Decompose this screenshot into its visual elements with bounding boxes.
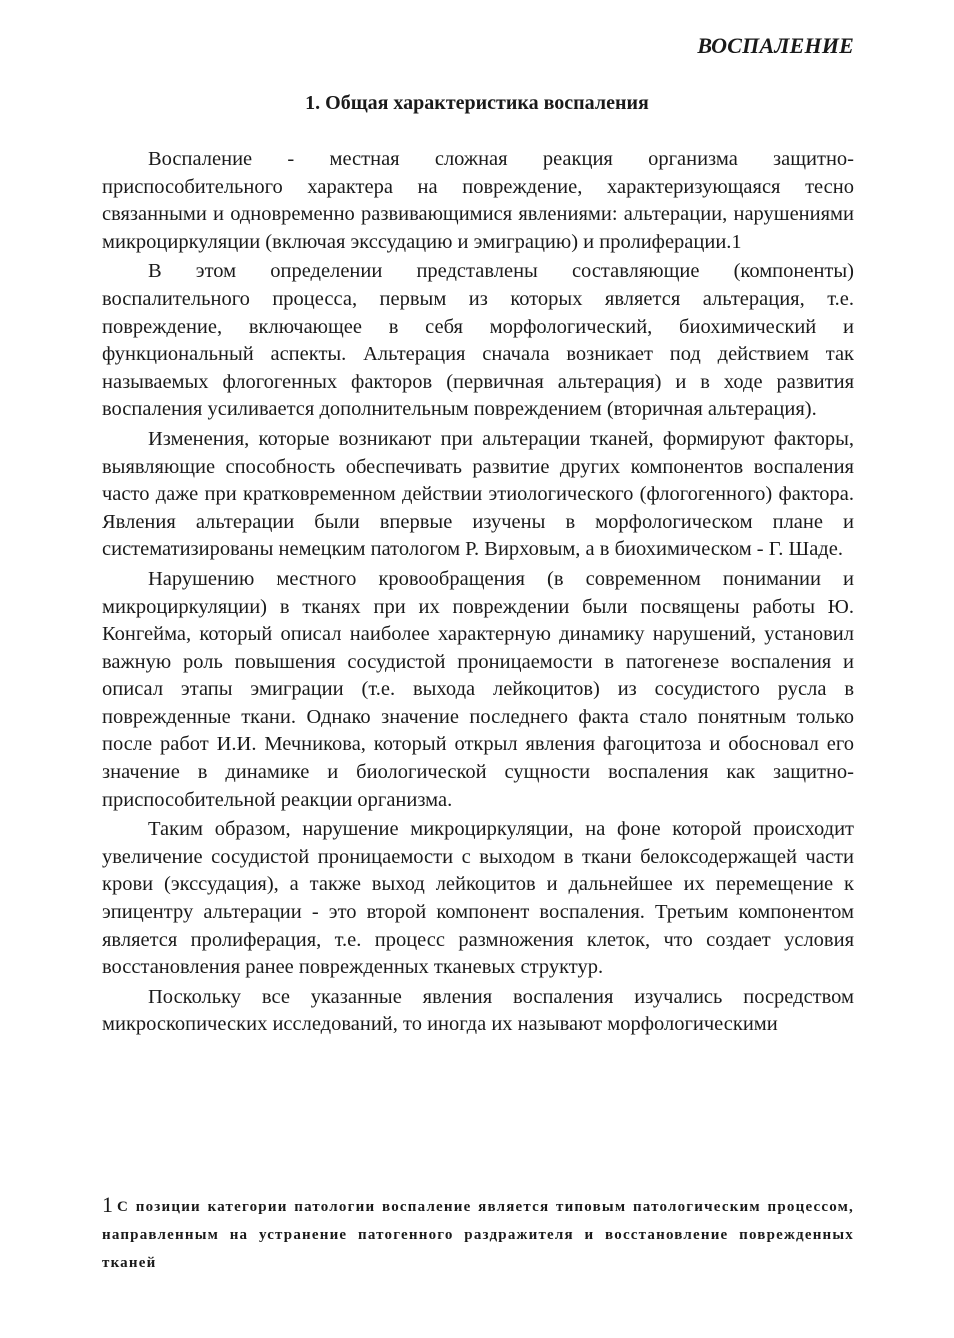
section-title: 1. Общая характеристика воспаления <box>305 92 649 114</box>
body-text <box>102 146 854 1041</box>
footnote-text: С позиции категории патологии воспаление является типовым патологическим процессом, направленным на устранение патогенного раздражителя и восстановление поврежденных тканей <box>102 1199 854 1271</box>
footnote <box>102 1190 854 1277</box>
paragraph: Нарушению местного кровообращения (в современном понимании и микроциркуляции) в тканях при их повреждении были посвящены работы Ю. Конгейма, который описал наиболее характерную динамику нарушений, установил важную роль повышения сосудистой проницаемости в патогенезе воспаления и описал этапы эмиграции (т.е. выхода лейкоцитов) из сосудистого русла в поврежденные ткани. Однако значение последнего факта стало понятным только после работ И.И. Мечникова, который открыл явления фагоцитоза и обосновал его значение в динамике и биологической сущности воспаления как защитно-приспособительной реакции организма. <box>102 567 854 811</box>
running-header: ВОСПАЛЕНИЕ <box>697 33 854 58</box>
footnote-reference[interactable]: 1 <box>731 230 742 253</box>
paragraph-text: Воспаление - местная сложная реакция организма защитно-приспособительного характера на повреждение, характеризующаяся тесно связанными и одновременно развивающимися явлениями: альтерации, нарушениями микроциркуляции (включая экссудацию и эмиграцию) и пролиферации. <box>102 148 854 253</box>
paragraph: Поскольку все указанные явления воспаления изучались посредством микроскопических исследований, то иногда их называют морфологическими <box>102 985 854 1036</box>
paragraph: Изменения, которые возникают при альтерации тканей, формируют факторы, выявляющие способность обеспечивать развитие других компонентов воспаления часто даже при кратковременном действии этиологического (флогогенного) фактора. Явления альтерации были впервые изучены в морфологическом плане и систематизированы немецким патологом Р. Вирховым, а в биохимическом - Г. Шаде. <box>102 427 854 561</box>
paragraph: Таким образом, нарушение микроциркуляции, на фоне которой происходит увеличение сосудистой проницаемости с выходом в ткани белоксодержащей части крови (экссудация), а также выход лейкоцитов и дальнейшее их перемещение к эпицентру альтерации - это второй компонент воспаления. Третьим компонентом является пролиферация, т.е. процесс размножения клеток, что создает условия восстановления ранее поврежденных тканевых структур. <box>102 818 854 979</box>
footnote-mark: 1 <box>102 1192 113 1217</box>
paragraph <box>102 146 854 256</box>
paragraph: В этом определении представлены составляющие (компоненты) воспалительного процесса, первым из которых является альтерация, т.е. повреждение, включающее в себя морфологический, биохимический и функциональный аспекты. Альтерация сначала возникает под действием так называемых флогогенных факторов (первичная альтерация) и в ходе развития воспаления усиливается дополнительным повреждением (вторичная альтерация). <box>102 260 854 421</box>
